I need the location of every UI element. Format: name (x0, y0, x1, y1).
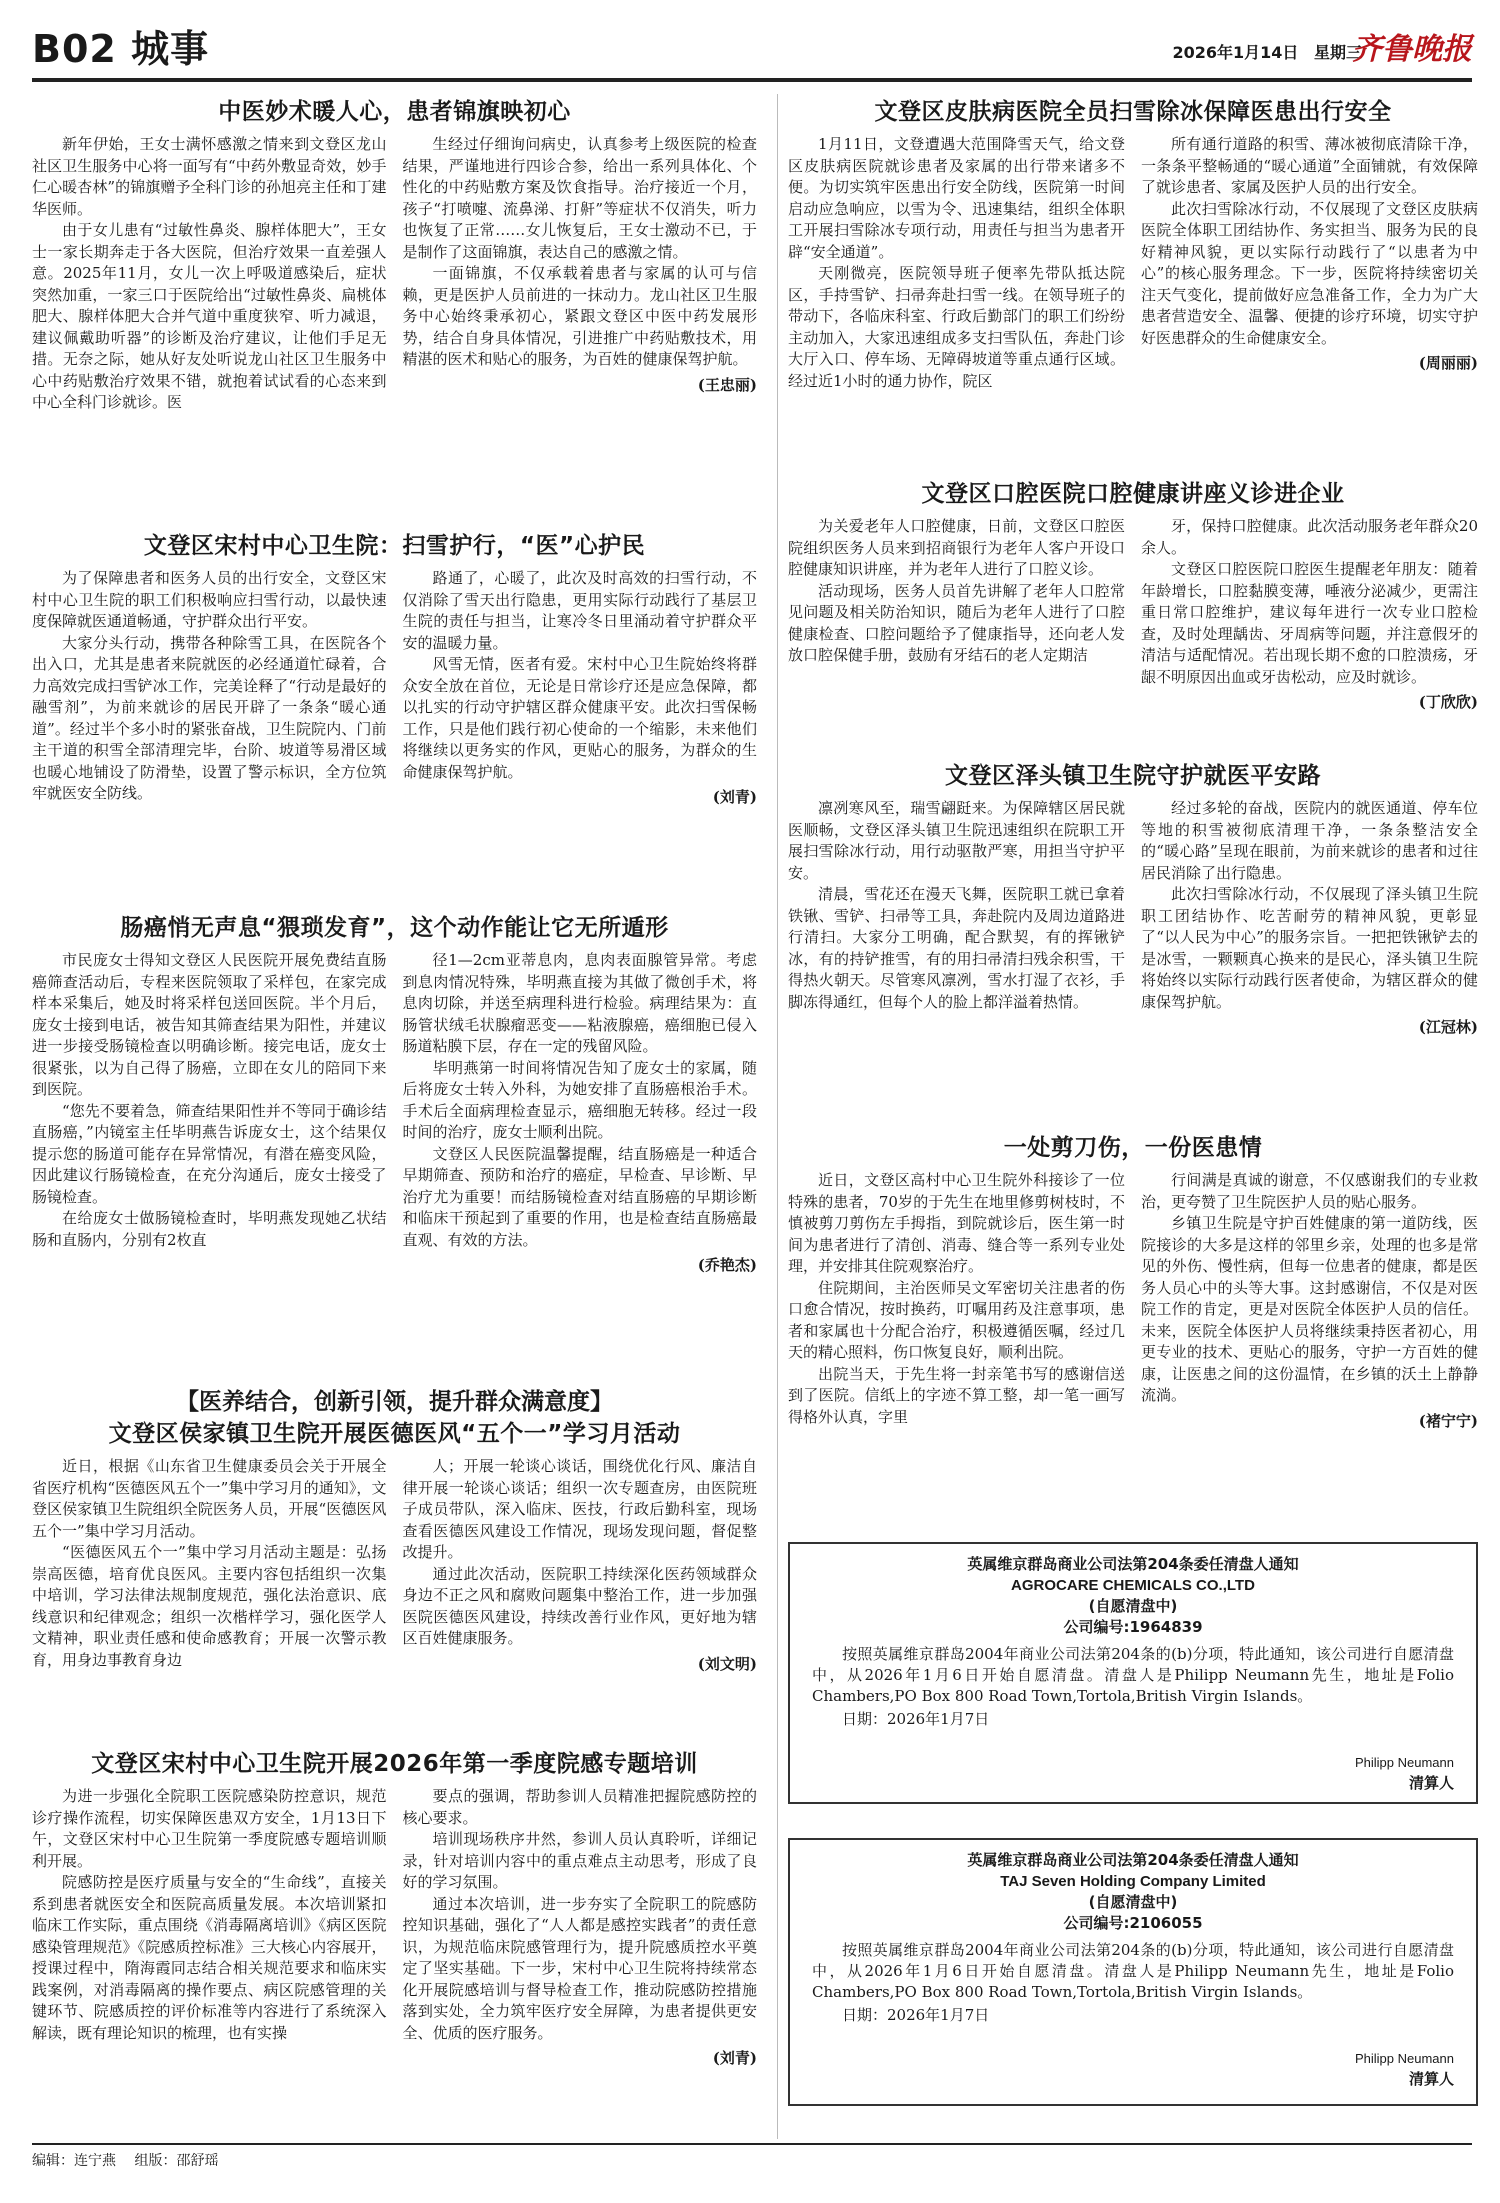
paragraph: 乡镇卫生院是守护百姓健康的第一道防线，医院接诊的大多是这样的邻里乡亲，处理的也多是常见的外伤、慢性病，但每一位患者的健康，都是医务人员心中的头等大事。这封感谢信，不仅是对医院工作的肯定，更是对医院全体医护人员的信任。未来，医院全体医护人员将继续秉持医者初心，用更专业的技术、更贴心的服务，守护一方百姓的健康，让医患之间的这份温情，在乡镇的沃土上静静流淌。 (1141, 1214, 1478, 1404)
notice-date: 日期：2026年1月7日 (842, 2006, 990, 2024)
article-songcun-snow (32, 530, 757, 908)
article-column-left (32, 568, 387, 808)
article-title: 肠癌悄无声息“猥琐发育”，这个动作能让它无所遁形 (120, 915, 669, 941)
paragraph: 牙，保持口腔健康。此次活动服务老年群众20余人。 (1141, 517, 1478, 557)
byline: (刘青) (712, 2049, 757, 2067)
issue-date: 2026年1月14日 (1172, 43, 1299, 62)
paragraph: 此次扫雪除冰行动，不仅展现了文登区皮肤病医院全体职工团结协作、务实担当、服务为民的良好精神风貌，更以实际行动践行了“以患者为中心”的核心服务理念。下一步，医院将持续密切关注天气变化，提前做好应急准备工作，全力为广大患者营造安全、温馨、便捷的诊疗环境，切实守护好医患群众的生命健康安全。 (1141, 199, 1478, 347)
notice-title: 英属维京群岛商业公司法第204条委任清盘人通知 (967, 1851, 1299, 1869)
paragraph: 通过此次活动，医院职工持续深化医药领域群众身边不正之风和腐败问题集中整治工作，进一步加强医院医德医风建设，持续改善行业作风，更好地为辖区百姓健康服务。 (402, 1564, 757, 1647)
paragraph: 出院当天，于先生将一封亲笔书写的感谢信送到了医院。信纸上的字迹不算工整，却一笔一画写得格外认真，字里 (788, 1364, 1125, 1426)
layout-credit: 组版：邵舒瑶 (134, 2153, 219, 2169)
article-column-left (32, 1456, 387, 1675)
paragraph: 培训现场秩序井然，参训人员认真聆听，详细记录，针对培训内容中的重点难点主动思考，形成了良好的学习氛围。 (402, 1830, 757, 1891)
notice-status: (自愿清盘中) (1088, 1597, 1178, 1615)
paragraph: 毕明燕第一时间将情况告知了庞女士的家属，随后将庞女士转入外科，为她安排了直肠癌根治手术。手术后全面病理检查显示，癌细胞无转移。经过一段时间的治疗，庞女士顺利出院。 (402, 1058, 757, 1141)
article-infection-training (32, 1748, 757, 2140)
page-footer (32, 2150, 218, 2170)
byline: (刘文明) (697, 1654, 757, 1673)
paragraph: 人；开展一轮谈心谈话，围绕优化行风、廉洁自律开展一轮谈心谈话；组织一次专题查房，由医院班子成员带队，深入临床、医技，行政后勤科室，现场查看医德医风建设工作情况，现场发现问题，督促整改提升。 (402, 1457, 757, 1561)
notice-company: AGROCARE CHEMICALS CO.,LTD (1011, 1577, 1255, 1594)
paragraph: 由于女儿患有“过敏性鼻炎、腺样体肥大”，王女士一家长期奔走于各大医院，但治疗效果一直差强人意。2025年11月，女儿一次上呼吸道感染后，症状突然加重，一家三口于医院给出“过敏性鼻炎、扁桃体肥大、腺样体肥大合并气道中重度狭窄、听力减退，建议佩戴助听器”的诊断及治疗建议，让他们手足无措。无奈之际，她从好友处听说龙山社区卫生服务中心中药贴敷治疗效果不错，就抱着试试看的心态来到中心全科门诊就诊。医 (32, 221, 387, 411)
paragraph: 生经过仔细询问病史，认真参考上级医院的检查结果，严谨地进行四诊合参，给出一系列具体化、个性化的中药贴敷方案及饮食指导。治疗接近一个月，孩子“打喷嚏、流鼻涕、打鼾”等症状不仅消失，听力也恢复了正常……女儿恢复后，王女士激动不已，于是制作了这面锦旗，表达自己的感激之情。 (402, 135, 757, 261)
notice-body: 按照英属维京群岛2004年商业公司法第204条的(b)分项，特此通知，该公司进行自愿清盘中，从2026年1月6日开始自愿清盘。清盘人是Philipp Neumann先生，地址是Folio Chambers,PO Box 800 Road Town,Tortola,British Virgin Islands。 (812, 1941, 1454, 2001)
liquidation-notice (788, 1838, 1478, 2106)
liquidator-name: Philipp Neumann (1354, 1755, 1454, 1770)
article-column-right (403, 950, 758, 1276)
paragraph: 在给庞女士做肠镜检查时，毕明燕发现她乙状结肠和直肠内，分别有2枚直 (32, 1209, 387, 1249)
article-title: 文登区口腔医院口腔健康讲座义诊进企业 (921, 481, 1345, 507)
article-column-right (403, 1786, 758, 2069)
paragraph: 新年伊始，王女士满怀感激之情来到文登区龙山社区卫生服务中心将一面写有“中药外敷显奇效，妙手仁心暖杏林”的锦旗赠予全科门诊的孙旭亮主任和丁建华医师。 (32, 135, 387, 218)
paragraph: 此次扫雪除冰行动，不仅展现了泽头镇卫生院职工团结协作、吃苦耐劳的精神风貌，更彰显了“以人民为中心”的服务宗旨。一把把铁锹铲去的是冰雪，一颗颗真心换来的是民心，泽头镇卫生院将始终以实际行动践行医者使命，为辖区群众的健康保驾护航。 (1141, 885, 1478, 1011)
liquidator-name: Philipp Neumann (1354, 2051, 1454, 2066)
paragraph: 要点的强调，帮助参训人员精准把握院感防控的核心要求。 (402, 1787, 757, 1827)
article-chinese-medicine (32, 96, 757, 526)
paragraph: “医德医风五个一”集中学习月活动主题是：弘扬崇高医德，培育优良医风。主要内容包括组织一次集中培训，学习法律法规制度规范，强化法治意识、底线意识和纪律观念；组织一次楷样学习，强化医学人文精神，职业责任感和使命感教育；开展一次警示教育，用身边事教育身边 (32, 1543, 387, 1669)
liquidation-notice (788, 1542, 1478, 1804)
article-column-right (1141, 798, 1478, 1038)
article-column-right (1141, 516, 1478, 713)
article-column-left (788, 798, 1125, 1038)
masthead-logo: 齐鲁晚报 (1352, 32, 1472, 67)
article-scissor-wound (788, 1132, 1478, 1532)
byline: (江冠林) (1418, 1018, 1478, 1036)
paragraph: 活动现场，医务人员首先讲解了老年人口腔常见问题及相关防治知识，随后为老年人进行了口腔健康检查、口腔问题给予了健康指导，还向老人发放口腔保健手册，鼓励有牙结石的老人定期洁 (788, 581, 1125, 664)
liquidator-role: 清算人 (1408, 1774, 1454, 1792)
page-header (32, 18, 1472, 76)
article-houjia-ethics (32, 1418, 757, 1743)
byline: (丁欣欣) (1418, 693, 1478, 711)
article-column-left (32, 950, 387, 1276)
dateline (1172, 40, 1362, 63)
paragraph: 清晨，雪花还在漫天飞舞，医院职工就已拿着铁锹、雪铲、扫帚等工具，奔赴院内及周边道路进行清扫。大家分工明确，配合默契，有的挥锹铲冰，有的持铲推雪，有的用扫帚清扫残余积雪，干得热火朝天。尽管寒风凛冽，雪水打湿了衣衫，手脚冻得通红，但每个人的脸上都洋溢着热情。 (788, 885, 1125, 1011)
editor-credit: 编辑：连宁燕 (32, 2153, 116, 2169)
paragraph: 近日，文登区高村中心卫生院外科接诊了一位特殊的患者，70岁的于先生在地里修剪树枝时，不慎被剪刀剪伤左手拇指，到院就诊后，医生第一时间为患者进行了清创、消毒、缝合等一系列专业处理，并安排其住院观察治疗。 (788, 1171, 1125, 1275)
paragraph: 径1—2cm亚蒂息肉，息肉表面腺管异常。考虑到息肉情况特殊，毕明燕直接为其做了微创手术，将息肉切除，并送至病理科进行检验。病理结果为：直肠管状绒毛状腺瘤恶变——粘液腺癌，癌细胞已侵入肠道粘膜下层，存在一定的残留风险。 (402, 951, 757, 1055)
paragraph: 住院期间，主治医师吴文军密切关注患者的伤口愈合情况，按时换药，叮嘱用药及注意事项，患者和家属也十分配合治疗，积极遵循医嘱，经过几天的精心照料，伤口恢复良好，顺利出院。 (788, 1278, 1125, 1361)
paragraph: 天刚微亮，医院领导班子便率先带队抵达院区，手持雪铲、扫帚奔赴扫雪一线。在领导班子的带动下，各临床科室、行政后勤部门的职工们纷纷主动加入，大家迅速组成多支扫雪队伍，奔赴门诊大厅入口、停车场、无障碍坡道等重点通行区域。经过近1小时的通力协作，院区 (788, 264, 1125, 390)
article-title: 文登区皮肤病医院全员扫雪除冰保障医患出行安全 (874, 99, 1392, 125)
article-skin-hospital-snow (788, 96, 1478, 474)
article-colon-cancer (32, 912, 757, 1372)
article-column-left (788, 134, 1125, 392)
paragraph: 为了保障患者和医务人员的出行安全，文登区宋村中心卫生院的职工们积极响应扫雪行动，以最快速度保障就医通道畅通，守护群众出行平安。 (32, 569, 387, 630)
paragraph: 近日，根据《山东省卫生健康委员会关于开展全省医疗机构“医德医风五个一”集中学习月的通知》，文登区侯家镇卫生院组织全院医务人员，开展“医德医风五个一”集中学习月活动。 (32, 1457, 387, 1540)
notice-company-number: 公司编号:2106055 (1063, 1914, 1203, 1932)
section-banner: 【医养结合，创新引领，提升群众满意度】 (176, 1389, 613, 1415)
paragraph: 风雪无情，医者有爱。宋村中心卫生院始终将群众安全放在首位，无论是日常诊疗还是应急保障，都以扎实的行动守护辖区群众健康平安。此次扫雪保畅工作，只是他们践行初心使命的一个缩影，未来他们将继续以更务实的作风，更贴心的服务，为群众的生命健康保驾护航。 (402, 655, 757, 781)
byline: (褚宁宁) (1418, 1411, 1478, 1430)
paragraph: 市民庞女士得知文登区人民医院开展免费结直肠癌筛查活动后，专程来医院领取了采样包，在家完成样本采集后，她及时将采样包送回医院。半个月后，庞女士接到电话，被告知其筛查结果为阳性，并建议进一步接受肠镜检查以明确诊断。接完电话，庞女士很紧张，以为自己得了肠癌，立即在女儿的陪同下来到医院。 (32, 951, 387, 1098)
issue-weekday: 星期三 (1313, 43, 1362, 62)
liquidator-role: 清算人 (1408, 2070, 1454, 2088)
article-column-left (788, 516, 1125, 713)
notice-company-number: 公司编号:1964839 (1063, 1618, 1203, 1636)
paragraph: 文登区人民医院温馨提醒，结直肠癌是一种适合早期筛查、预防和治疗的癌症，早检查、早诊断、早治疗尤为重要！而结肠镜检查对结直肠癌的早期诊断和临床干预起到了重要的作用，也是检查结直肠癌最直观、有效的方法。 (402, 1144, 757, 1249)
article-title: 文登区侯家镇卫生院开展医德医风“五个一”学习月活动 (108, 1421, 681, 1447)
article-title: 文登区泽头镇卫生院守护就医平安路 (945, 763, 1321, 789)
byline: (王忠丽) (697, 375, 757, 394)
article-column-left (788, 1170, 1125, 1432)
header-rule (32, 78, 1472, 82)
paragraph: 路通了，心暖了，此次及时高效的扫雪行动，不仅消除了雪天出行隐患，更用实际行动践行了基层卫生院的责任与担当，让寒冷冬日里涌动着守护群众平安的温暖力量。 (402, 569, 757, 652)
paragraph: 1月11日，文登遭遇大范围降雪天气，给文登区皮肤病医院就诊患者及家属的出行带来诸多不便。为切实筑牢医患出行安全防线，医院第一时间启动应急响应，以雪为令、迅速集结，组织全体职工开展扫雪除冰专项行动，用责任与担当为患者开辟“安全通道”。 (788, 135, 1125, 261)
paragraph: “您先不要着急，筛查结果阳性并不等同于确诊结直肠癌，”内镜室主任毕明燕告诉庞女士，这个结果仅提示您的肠道可能存在异常情况，有潜在癌变风险，因此建议行肠镜检查，在充分沟通后，庞女士接受了肠镜检查。 (32, 1101, 387, 1206)
paragraph: 一面锦旗，不仅承载着患者与家属的认可与信赖，更是医护人员前进的一抹动力。龙山社区卫生服务中心始终秉承初心，紧跟文登区中医中药发展形势，结合自身具体情况，引进推广中药贴敷技术，用精湛的医术和贴心的服务，为百姓的健康保驾护航。 (402, 264, 757, 368)
paragraph: 所有通行道路的积雪、薄冰被彻底清除干净，一条条平整畅通的“暖心通道”全面铺就，有效保障了就诊患者、家属及医护人员的出行安全。 (1141, 135, 1478, 196)
article-column-right (403, 134, 758, 414)
paragraph: 经过多轮的奋战，医院内的就医通道、停车位等地的积雪被彻底清理干净，一条条整洁安全的“暖心路”呈现在眼前，为前来就诊的患者和过往居民消除了出行隐患。 (1141, 799, 1478, 882)
notice-company: TAJ Seven Holding Company Limited (1000, 1873, 1266, 1890)
notice-date: 日期：2026年1月7日 (842, 1710, 990, 1728)
paragraph: 为进一步强化全院职工医院感染防控意识，规范诊疗操作流程，切实保障医患双方安全，1月13日下午，文登区宋村中心卫生院第一季度院感专题培训顺利开展。 (32, 1787, 387, 1870)
byline: (乔艳杰) (697, 1256, 757, 1274)
footer-rule (32, 2143, 1472, 2145)
article-title: 中医妙术暖人心，患者锦旗映初心 (218, 99, 571, 125)
paragraph: 通过本次培训，进一步夯实了全院职工的院感防控知识基础，强化了“人人都是感控实践者”的责任意识，为规范临床院感管理行为，提升院感质控水平奠定了坚实基础。下一步，宋村中心卫生院将持续常态化开展院感培训与督导检查工作，推动院感防控措施落到实处，全力筑牢医疗安全屏障，为患者提供更安全、优质的医疗服务。 (402, 1894, 757, 2042)
article-dental-lecture (788, 478, 1478, 756)
article-zetou-snow (788, 760, 1478, 1126)
article-column-right (403, 568, 758, 808)
byline: (周丽丽) (1418, 354, 1478, 372)
article-column-right (1141, 1170, 1478, 1432)
notice-title: 英属维京群岛商业公司法第204条委任清盘人通知 (967, 1555, 1299, 1573)
paragraph: 大家分头行动，携带各种除雪工具，在医院各个出入口，尤其是患者来院就医的必经通道忙碌着，合力高效完成扫雪铲冰工作，完美诠释了“行动是最好的融雪剂”，为前来就诊的居民开辟了一条条“暖心通道”。经过半个多小时的紧张奋战，卫生院院内、门前主干道的积雪全部清理完毕，台阶、坡道等易滑区域也暖心地铺设了防滑垫，设置了警示标识，全方位筑牢就医安全防线。 (32, 633, 387, 802)
article-title: 文登区宋村中心卫生院：扫雪护行，“医”心护民 (143, 533, 646, 559)
paragraph: 为关爱老年人口腔健康，日前，文登区口腔医院组织医务人员来到招商银行为老年人客户开设口腔健康知识讲座，并为老年人进行了口腔义诊。 (788, 517, 1125, 578)
section-title: B02 城事 (32, 27, 210, 71)
notice-status: (自愿清盘中) (1088, 1893, 1178, 1911)
paragraph: 凛冽寒风至，瑞雪翩跹来。为保障辖区居民就医顺畅，文登区泽头镇卫生院迅速组织在院职工开展扫雪除冰行动，用行动驱散严寒，用担当守护平安。 (788, 799, 1125, 882)
article-column-left (32, 134, 387, 414)
article-title: 一处剪刀伤，一份医患情 (1003, 1135, 1263, 1161)
paragraph: 文登区口腔医院口腔医生提醒老年朋友：随着年龄增长，口腔黏膜变薄，唾液分泌减少，更需注重日常口腔维护，建议每年进行一次专业口腔检查，及时处理龋齿、牙周病等问题，并注意假牙的清洁与适配情况。若出现长期不愈的口腔溃疡，牙龈不明原因出血或牙齿松动，应及时就诊。 (1141, 560, 1478, 686)
article-column-right (1141, 134, 1478, 392)
article-column-left (32, 1786, 387, 2069)
paragraph: 院感防控是医疗质量与安全的“生命线”，直接关系到患者就医安全和医院高质量发展。本次培训紧扣临床工作实际，重点围绕《消毒隔离培训》《病区医院感染管理规范》《院感质控标准》三大核心内容展开，授课过程中，隋海霞同志结合相关规范要求和临床实践案例，对消毒隔离的操作要点、病区院感管理的关键环节、院感质控的评价标准等内容进行了系统深入解读，既有理论知识的梳理，也有实操 (32, 1873, 387, 2042)
column-divider (777, 94, 778, 2139)
article-column-right (403, 1456, 758, 1675)
article-title: 文登区宋村中心卫生院开展2026年第一季度院感专题培训 (91, 1751, 698, 1777)
notice-body: 按照英属维京群岛2004年商业公司法第204条的(b)分项，特此通知，该公司进行自愿清盘中，从2026年1月6日开始自愿清盘。清盘人是Philipp Neumann先生，地址是Folio Chambers,PO Box 800 Road Town,Tortola,British Virgin Islands。 (812, 1645, 1454, 1705)
paragraph: 行间满是真诚的谢意，不仅感谢我们的专业救治，更夸赞了卫生院医护人员的贴心服务。 (1141, 1171, 1478, 1211)
byline: (刘青) (712, 788, 757, 806)
